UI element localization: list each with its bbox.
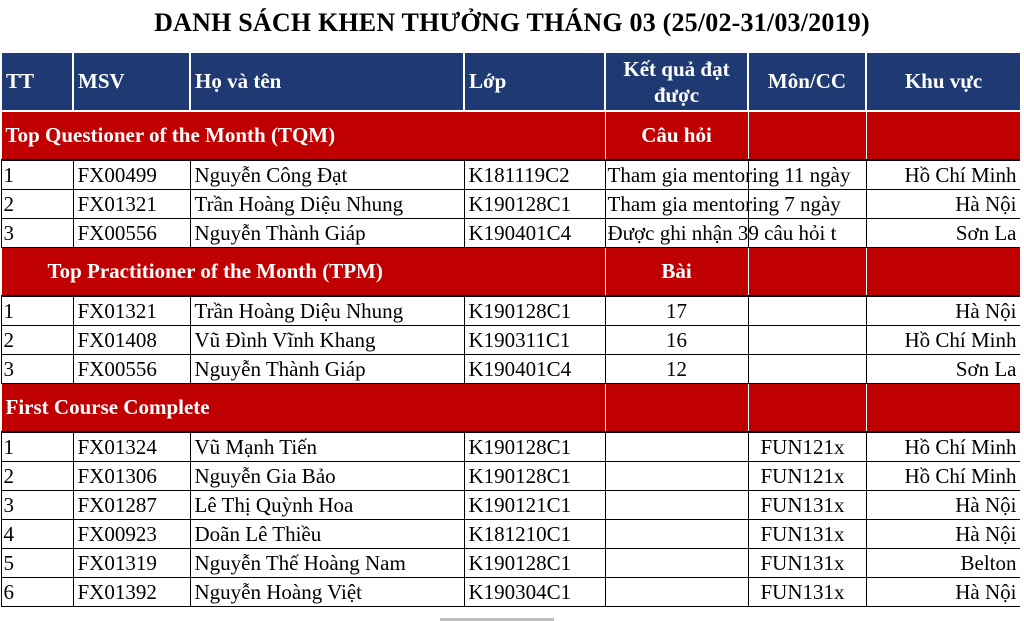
section-empty-cell[interactable]: [748, 248, 866, 297]
header-result-line2: được: [653, 82, 700, 107]
cell-region[interactable]: Hồ Chí Minh: [866, 160, 1021, 190]
cell-result[interactable]: [605, 462, 748, 491]
cell-msv[interactable]: FX01306: [73, 462, 190, 491]
table-row: [1, 219, 1021, 248]
cell-name[interactable]: Nguyễn Thành Giáp: [190, 355, 464, 384]
cell-result[interactable]: [605, 491, 748, 520]
cell-msv[interactable]: FX00556: [73, 355, 190, 384]
header-region[interactable]: Khu vực: [866, 52, 1021, 111]
cell-name[interactable]: Nguyễn Thế Hoàng Nam: [190, 549, 464, 578]
cell-msv[interactable]: FX01324: [73, 432, 190, 462]
header-class[interactable]: Lớp: [464, 52, 605, 111]
table-row: [1, 432, 1021, 462]
cell-subject[interactable]: FUN121x: [748, 432, 866, 462]
cell-class[interactable]: K181210C1: [464, 520, 605, 549]
cell-region[interactable]: Sơn La: [866, 355, 1021, 384]
header-subject[interactable]: Môn/CC: [748, 52, 866, 111]
section-row: [1, 248, 1021, 297]
cell-class[interactable]: K181119C2: [464, 160, 605, 190]
cell-result[interactable]: [605, 520, 748, 549]
page-title: DANH SÁCH KHEN THƯỞNG THÁNG 03 (25/02-31/03/2019): [154, 8, 870, 37]
cell-class[interactable]: K190304C1: [464, 578, 605, 607]
cell-name[interactable]: Vũ Mạnh Tiến: [190, 432, 464, 462]
cell-msv[interactable]: FX00923: [73, 520, 190, 549]
section-row: [1, 384, 1021, 433]
cell-name[interactable]: Nguyễn Công Đạt: [190, 160, 464, 190]
cell-result[interactable]: [605, 432, 748, 462]
cell-class[interactable]: K190401C4: [464, 355, 605, 384]
table-row: [1, 462, 1021, 491]
cell-region[interactable]: Hà Nội: [866, 578, 1021, 607]
cell-subject[interactable]: FUN131x: [748, 549, 866, 578]
cell-subject[interactable]: FUN131x: [748, 520, 866, 549]
cell-subject[interactable]: FUN131x: [748, 578, 866, 607]
cell-subject[interactable]: [748, 355, 866, 384]
cell-tt[interactable]: 3: [1, 355, 73, 384]
cell-tt[interactable]: 6: [1, 578, 73, 607]
table-row: [1, 296, 1021, 326]
cell-class[interactable]: K190128C1: [464, 549, 605, 578]
header-row: [1, 52, 1021, 111]
cell-name[interactable]: Nguyễn Thành Giáp: [190, 219, 464, 248]
cell-result[interactable]: [605, 578, 748, 607]
section-title[interactable]: Top Questioner of the Month (TQM): [1, 111, 605, 160]
cell-name[interactable]: Doãn Lê Thiều: [190, 520, 464, 549]
cell-name[interactable]: Trần Hoàng Diệu Nhung: [190, 190, 464, 219]
cell-name[interactable]: Lê Thị Quỳnh Hoa: [190, 491, 464, 520]
cell-class[interactable]: K190128C1: [464, 190, 605, 219]
table-row: [1, 326, 1021, 355]
cell-region[interactable]: Hà Nội: [866, 491, 1021, 520]
section-empty-cell[interactable]: [866, 248, 1021, 297]
cell-name[interactable]: Nguyễn Hoàng Việt: [190, 578, 464, 607]
cell-subject[interactable]: FUN131x: [748, 491, 866, 520]
section-empty-cell[interactable]: [866, 111, 1021, 160]
cell-subject[interactable]: [748, 296, 866, 326]
header-name[interactable]: Họ và tên: [190, 52, 464, 111]
cell-region[interactable]: Hà Nội: [866, 296, 1021, 326]
table-row: [1, 578, 1021, 607]
section-empty-cell[interactable]: [866, 384, 1021, 433]
cell-msv[interactable]: FX01408: [73, 326, 190, 355]
cell-tt[interactable]: 2: [1, 326, 73, 355]
cell-tt[interactable]: 2: [1, 462, 73, 491]
cell-result[interactable]: Tham gia mentoring 11 ngày: [605, 160, 748, 190]
cell-subject[interactable]: [748, 326, 866, 355]
reward-table: [0, 51, 1022, 607]
cell-msv[interactable]: FX00499: [73, 160, 190, 190]
cell-result[interactable]: 17: [605, 296, 748, 326]
section-result-label[interactable]: Bài: [605, 248, 748, 297]
cell-tt[interactable]: 1: [1, 432, 73, 462]
section-empty-cell[interactable]: [748, 111, 866, 160]
cell-region[interactable]: Sơn La: [866, 219, 1021, 248]
table-row: [1, 190, 1021, 219]
cell-tt[interactable]: 1: [1, 296, 73, 326]
cell-class[interactable]: K190121C1: [464, 491, 605, 520]
section-result-label[interactable]: Câu hỏi: [605, 111, 748, 160]
cell-result[interactable]: Tham gia mentoring 7 ngày: [605, 190, 748, 219]
cell-tt[interactable]: 3: [1, 219, 73, 248]
header-result-line1: Kết quả đạt: [623, 56, 730, 81]
cell-region[interactable]: Hồ Chí Minh: [866, 326, 1021, 355]
cell-result[interactable]: Được ghi nhận 39 câu hỏi t: [605, 219, 748, 248]
cell-region[interactable]: Hà Nội: [866, 520, 1021, 549]
table-row: [1, 160, 1021, 190]
table-row: [1, 549, 1021, 578]
window-edge: [1020, 51, 1024, 621]
cell-tt[interactable]: 4: [1, 520, 73, 549]
table-row: [1, 355, 1021, 384]
cell-name[interactable]: Nguyễn Gia Bảo: [190, 462, 464, 491]
cell-region[interactable]: Hồ Chí Minh: [866, 462, 1021, 491]
cell-tt[interactable]: 5: [1, 549, 73, 578]
cell-tt[interactable]: 3: [1, 491, 73, 520]
cell-msv[interactable]: FX01287: [73, 491, 190, 520]
cell-class[interactable]: K190311C1: [464, 326, 605, 355]
cell-class[interactable]: K190128C1: [464, 432, 605, 462]
cell-name[interactable]: Vũ Đình Vĩnh Khang: [190, 326, 464, 355]
section-title[interactable]: Top Practitioner of the Month (TPM): [1, 248, 605, 297]
cell-msv[interactable]: FX01321: [73, 190, 190, 219]
cell-tt[interactable]: 2: [1, 190, 73, 219]
cell-class[interactable]: K190128C1: [464, 296, 605, 326]
section-result-label[interactable]: [605, 384, 748, 433]
section-empty-cell[interactable]: [748, 384, 866, 433]
cell-result[interactable]: 12: [605, 355, 748, 384]
cell-region[interactable]: Hà Nội: [866, 190, 1021, 219]
cell-class[interactable]: K190401C4: [464, 219, 605, 248]
cell-msv[interactable]: FX00556: [73, 219, 190, 248]
cell-msv[interactable]: FX01321: [73, 296, 190, 326]
table-row: [1, 491, 1021, 520]
header-msv[interactable]: MSV: [73, 52, 190, 111]
cell-class[interactable]: K190128C1: [464, 462, 605, 491]
header-result[interactable]: [605, 52, 748, 111]
cell-region[interactable]: Hồ Chí Minh: [866, 432, 1021, 462]
cell-name[interactable]: Trần Hoàng Diệu Nhung: [190, 296, 464, 326]
cell-result[interactable]: 16: [605, 326, 748, 355]
cell-msv[interactable]: FX01319: [73, 549, 190, 578]
cell-result[interactable]: [605, 549, 748, 578]
cell-msv[interactable]: FX01392: [73, 578, 190, 607]
cell-subject[interactable]: FUN121x: [748, 462, 866, 491]
section-title[interactable]: First Course Complete: [1, 384, 605, 433]
header-tt[interactable]: TT: [1, 52, 73, 111]
cell-region[interactable]: Belton: [866, 549, 1021, 578]
cell-tt[interactable]: 1: [1, 160, 73, 190]
section-row: [1, 111, 1021, 160]
table-row: [1, 520, 1021, 549]
